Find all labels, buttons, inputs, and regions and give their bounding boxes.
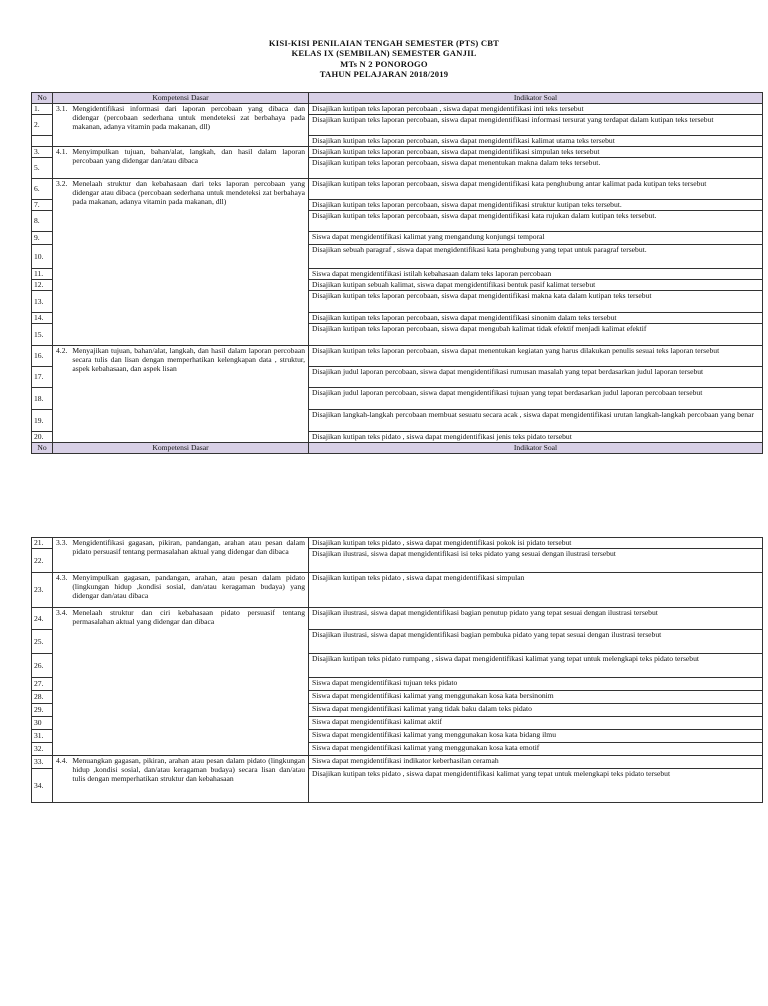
indikator-cell: Siswa dapat mengidentifikasi istilah kebahasaan dalam teks laporan percobaan — [309, 269, 763, 280]
row-number: 21. — [32, 538, 53, 549]
indikator-cell: Disajikan kutipan teks laporan percobaan, siswa dapat mengidentifikasi struktur kutipan teks tersebut. — [309, 200, 763, 211]
col-footer-indikator: Indikator Soal — [309, 443, 763, 454]
row-number: 2. — [32, 115, 53, 136]
indikator-cell: Disajikan ilustrasi, siswa dapat mengidentifikasi isi teks pidato yang sesuai dengan ilustrasi tersebut — [309, 549, 763, 573]
kd-cell-4-1 — [53, 147, 309, 179]
row-number: 28. — [32, 691, 53, 704]
kd-number: 3.2. — [56, 179, 68, 188]
indikator-cell: Siswa dapat mengidentifikasi indikator keberhasilan ceramah — [309, 756, 763, 769]
indikator-cell: Disajikan kutipan teks laporan percobaan, siswa dapat mengubah kalimat tidak efektif menjadi kalimat efektif — [309, 324, 763, 346]
row-number: 14. — [32, 313, 53, 324]
kisi-table-2 — [31, 537, 763, 803]
table-row — [32, 608, 763, 630]
row-number: 34. — [32, 769, 53, 803]
indikator-cell: Disajikan ilustrasi, siswa dapat mengidentifikasi bagian penutup pidato yang tepat sesuai dengan ilustrasi tersebut — [309, 608, 763, 630]
row-number: 3. — [32, 147, 53, 158]
indikator-cell: Siswa dapat mengidentifikasi kalimat yang menggunakan kosa kata bersinonim — [309, 691, 763, 704]
col-footer-kd: Kompetensi Dasar — [53, 443, 309, 454]
kd-number: 4.3. — [56, 573, 68, 582]
indikator-cell: Disajikan kutipan teks laporan percobaan, siswa dapat menentukan makna dalam teks tersebut. — [309, 158, 763, 179]
indikator-cell: Disajikan kutipan teks pidato rumpang , siswa dapat mengidentifikasi kalimat yang tepat untuk melengkapi teks pidato tersebut — [309, 654, 763, 678]
row-number: 23. — [32, 573, 53, 608]
row-number: 33. — [32, 756, 53, 769]
kd-cell-3-4 — [53, 608, 309, 756]
indikator-cell: Disajikan kutipan teks laporan percobaan, siswa dapat mengidentifikasi simpulan teks tersebut — [309, 147, 763, 158]
table-row — [32, 104, 763, 115]
title-line-1: KISI-KISI PENILAIAN TENGAH SEMESTER (PTS) CBT — [268, 38, 500, 48]
row-number: 1. — [32, 104, 53, 115]
school-name: MTs N 2 PONOROGO — [340, 58, 428, 69]
indikator-cell: Disajikan kutipan sebuah kalimat, siswa dapat mengidentifikasi bentuk pasif kalimat tersebut — [309, 280, 763, 291]
table-row — [32, 573, 763, 608]
indikator-cell: Disajikan sebuah paragraf , siswa dapat mengidentifikasi kata penghubung yang tepat untuk paragraf tersebut. — [309, 245, 763, 269]
indikator-cell: Disajikan kutipan teks pidato , siswa dapat mengidentifikasi pokok isi pidato tersebut — [309, 538, 763, 549]
row-number — [32, 136, 53, 147]
table-footer-row — [32, 443, 763, 454]
table-header-row — [32, 93, 763, 104]
table-row — [32, 538, 763, 549]
kd-text: Menelaah struktur dan kebahasaan dari teks laporan percobaan yang didengar atau dibaca (percobaan sederhana untuk mendeteksi zat berbahaya pada makanan, adanya vitamin pada makanan, dll) — [72, 179, 305, 207]
indikator-cell: Disajikan kutipan teks laporan percobaan, siswa dapat mengidentifikasi sinonim dalam teks tersebut — [309, 313, 763, 324]
row-number: 5. — [32, 158, 53, 179]
row-number: 16. — [32, 346, 53, 367]
indikator-cell: Siswa dapat mengidentifikasi tujuan teks pidato — [309, 678, 763, 691]
kd-text: Menelaah struktur dan ciri kebahasaan pidato persuasif tentang permasalahan aktual yang didengar dan dibaca — [72, 608, 305, 627]
kd-cell-3-2 — [53, 179, 309, 346]
indikator-cell: Disajikan kutipan teks laporan percobaan , siswa dapat mengidentifikasi inti teks tersebut — [309, 104, 763, 115]
row-number: 30 — [32, 717, 53, 730]
title-line-2: KELAS IX (SEMBILAN) SEMESTER GANJIL — [291, 48, 477, 59]
row-number: 7. — [32, 200, 53, 211]
row-number: 26. — [32, 654, 53, 678]
kd-cell-4-2 — [53, 346, 309, 443]
kd-text: Menuangkan gagasan, pikiran, arahan atau pesan dalam pidato (lingkungan hidup ,kondisi sosial, dan/atau keragaman budaya) secara lisan dan/atau tulis dengan memperhatikan struktur dan kebahasaan — [72, 756, 305, 784]
kd-cell-4-3 — [53, 573, 309, 608]
kd-cell-4-4 — [53, 756, 309, 803]
row-number: 12. — [32, 280, 53, 291]
row-number: 11. — [32, 269, 53, 280]
col-header-no: No — [32, 93, 53, 104]
row-number: 18. — [32, 388, 53, 410]
indikator-cell: Disajikan kutipan teks laporan percobaan, siswa dapat menentukan kegiatan yang harus dilakukan penulis sesuai teks laporan tersebut — [309, 346, 763, 367]
kd-text: Mengidentifikasi gagasan, pikiran, pandangan, arahan atau pesan dalam pidato persuasif tentang permasalahan aktual yang didengar dan dibaca — [72, 538, 305, 557]
table-row — [32, 147, 763, 158]
col-footer-no: No — [32, 443, 53, 454]
kd-number: 3.1. — [56, 104, 68, 113]
row-number: 19. — [32, 410, 53, 432]
table-row — [32, 179, 763, 200]
col-header-kd: Kompetensi Dasar — [53, 93, 309, 104]
col-header-indikator: Indikator Soal — [309, 93, 763, 104]
indikator-cell: Disajikan kutipan teks laporan percobaan, siswa dapat mengidentifikasi kata rujukan dalam kutipan teks tersebut. — [309, 211, 763, 232]
indikator-cell: Siswa dapat mengidentifikasi kalimat yang mengandung konjungsi temporal — [309, 232, 763, 245]
indikator-cell: Disajikan kutipan teks laporan percobaan, siswa dapat mengidentifikasi kalimat utama teks tersebut — [309, 136, 763, 147]
row-number: 24. — [32, 608, 53, 630]
row-number: 15. — [32, 324, 53, 346]
indikator-cell: Disajikan judul laporan percobaan, siswa dapat mengidentifikasi tujuan yang tepat berdasarkan judul laporan percobaan tersebut — [309, 388, 763, 410]
kd-text: Menyajikan tujuan, bahan/alat, langkah, dan hasil dalam laporan percobaan secara tulis dan lisan dengan memperhatikan kelengkapan data , struktur, aspek kebahasaan, dan aspek lisan — [72, 346, 305, 374]
indikator-cell: Disajikan langkah-langkah percobaan membuat sesuatu secara acak , siswa dapat mengidentifikasi urutan langkah-langkah percobaan yang benar — [309, 410, 763, 432]
kisi-table-1 — [31, 92, 763, 454]
row-number: 27. — [32, 678, 53, 691]
indikator-cell: Siswa dapat mengidentifikasi kalimat yang tidak baku dalam teks pidato — [309, 704, 763, 717]
kd-cell-3-3 — [53, 538, 309, 573]
row-number: 32. — [32, 743, 53, 756]
kd-number: 4.1. — [56, 147, 68, 156]
document-header — [0, 38, 768, 80]
row-number: 25. — [32, 630, 53, 654]
indikator-cell: Siswa dapat mengidentifikasi kalimat yang menggunakan kosa kata emotif — [309, 743, 763, 756]
indikator-cell: Disajikan kutipan teks laporan percobaan, siswa dapat mengidentifikasi kata penghubung antar kalimat pada kutipan teks tersebut — [309, 179, 763, 200]
row-number: 29. — [32, 704, 53, 717]
kd-number: 3.4. — [56, 608, 68, 617]
kd-text: Menyimpulkan gagasan, pandangan, arahan, atau pesan dalam pidato (lingkungan hidup ,kondisi sosial, dan/atau keragaman budaya) yang didengar dan/atau dibaca — [72, 573, 305, 601]
academic-year: TAHUN PELAJARAN 2018/2019 — [319, 69, 449, 80]
row-number: 8. — [32, 211, 53, 232]
indikator-cell: Disajikan kutipan teks pidato , siswa dapat mengidentifikasi simpulan — [309, 573, 763, 608]
indikator-cell: Disajikan judul laporan percobaan, siswa dapat mengidentifikasi rumusan masalah yang tepat berdasarkan judul laporan tersebut — [309, 367, 763, 388]
kd-cell-3-1 — [53, 104, 309, 147]
row-number: 9. — [32, 232, 53, 245]
indikator-cell: Siswa dapat mengidentifikasi kalimat aktif — [309, 717, 763, 730]
indikator-cell: Disajikan ilustrasi, siswa dapat mengidentifikasi bagian pembuka pidato yang tepat sesuai dengan ilustrasi tersebut — [309, 630, 763, 654]
row-number: 22. — [32, 549, 53, 573]
kd-number: 3.3. — [56, 538, 68, 547]
kd-text: Mengidentifikasi informasi dari laporan percobaan yang dibaca dan didengar (percobaan sederhana untuk mendeteksi zat berbahaya pada makanan, adanya vitamin pada makanan, dll) — [72, 104, 305, 132]
indikator-cell: Disajikan kutipan teks laporan percobaan, siswa dapat mengidentifikasi makna kata dalam kutipan teks tersebut — [309, 291, 763, 313]
indikator-cell: Siswa dapat mengidentifikasi kalimat yang menggunakan kosa kata bidang ilmu — [309, 730, 763, 743]
row-number: 31. — [32, 730, 53, 743]
row-number: 6. — [32, 179, 53, 200]
table-row — [32, 756, 763, 769]
kd-number: 4.2. — [56, 346, 68, 355]
row-number: 10. — [32, 245, 53, 269]
indikator-cell: Disajikan kutipan teks pidato , siswa dapat mengidentifikasi jenis teks pidato tersebut — [309, 432, 763, 443]
row-number: 20. — [32, 432, 53, 443]
row-number: 17. — [32, 367, 53, 388]
kd-number: 4.4. — [56, 756, 68, 765]
indikator-cell: Disajikan kutipan teks pidato , siswa dapat mengidentifikasi kalimat yang tepat untuk melengkapi teks pidato tersebut — [309, 769, 763, 803]
indikator-cell: Disajikan kutipan teks laporan percobaan, siswa dapat mengidentifikasi informasi tersurat yang terdapat dalam kutipan teks tersebut — [309, 115, 763, 136]
kd-text: Menyimpulkan tujuan, bahan/alat, langkah, dan hasil dalam laporan percobaan yang didengar dan/atau dibaca — [72, 147, 305, 166]
row-number: 13. — [32, 291, 53, 313]
table-row — [32, 346, 763, 367]
